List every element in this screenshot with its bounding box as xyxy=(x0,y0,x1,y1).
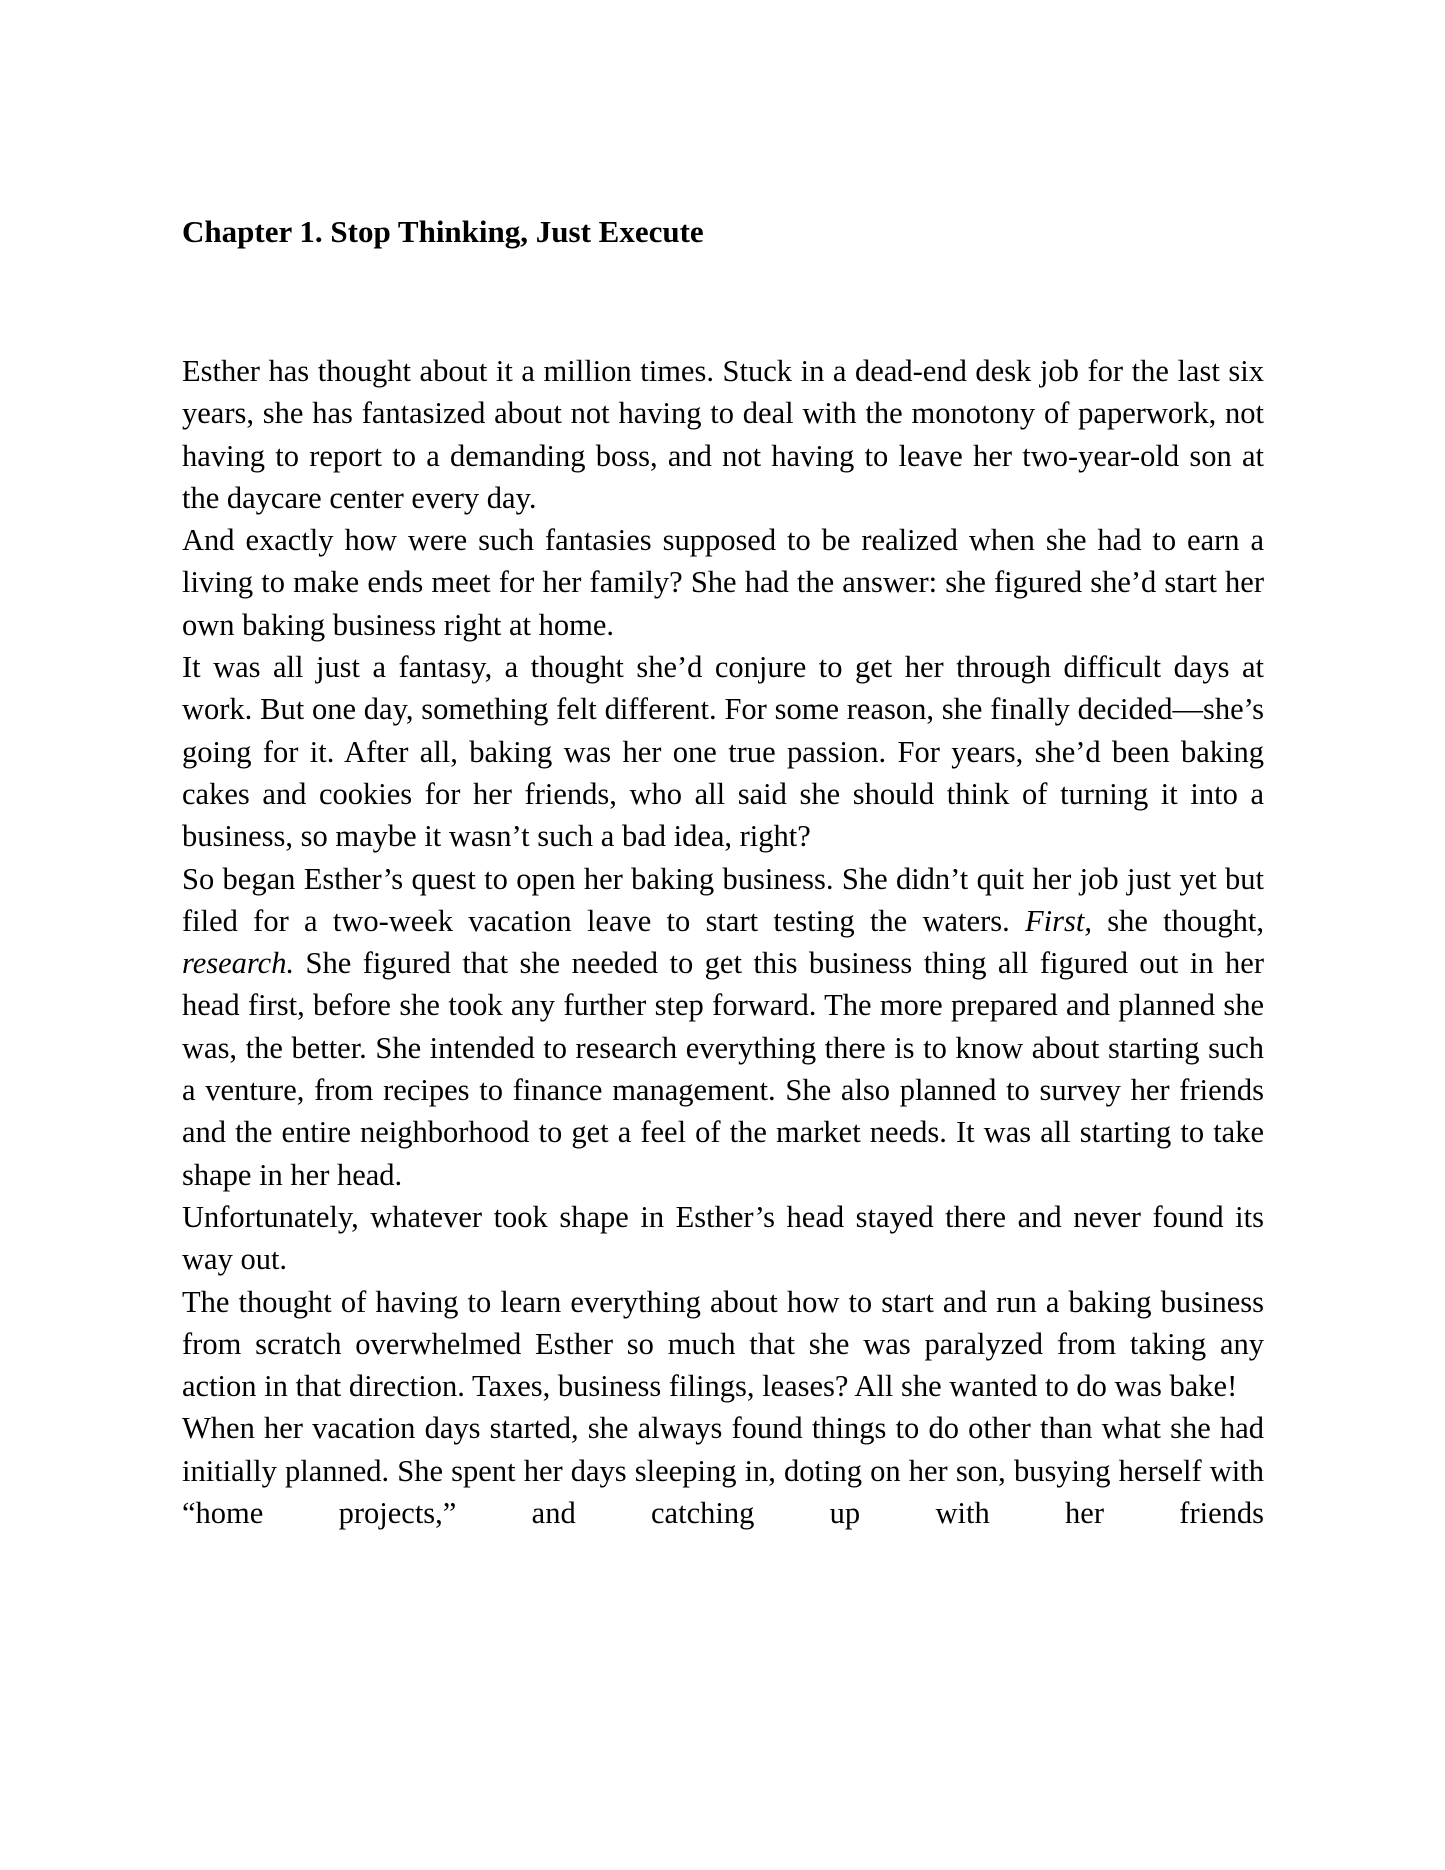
paragraph-3: It was all just a fantasy, a thought she’d conjure to get her through difficult days at work. But one day, something felt different. For some reason, she finally decided—she’s going for it. After all, baking was her one true passion. For years, she’d been baking cakes and cookies for her friends, who all said she should think of turning it into a business, so maybe it wasn’t such a bad idea, right? xyxy=(182,650,1264,854)
paragraph-4-italic-1: First, xyxy=(1025,903,1092,938)
paragraph-4 xyxy=(182,858,1264,1196)
paragraph-7: When her vacation days started, she always found things to do other than what she had initially planned. She spent her days sleeping in, doting on her son, busying herself with “home projects,” and catching up with her friends xyxy=(182,1411,1264,1531)
paragraph-4-text-3: She figured that she needed to get this business thing all figured out in her head first, before she took any further step forward. The more prepared and planned she was, the better. She intended to research everything there is to know about starting such a venture, from recipes to finance management. She also planned to survey her friends and the entire neighborhood to get a feel of the market needs. It was all starting to take shape in her head. xyxy=(182,946,1264,1192)
paragraph-1: Esther has thought about it a million times. Stuck in a dead-end desk job for the last six years, she has fantasized about not having to deal with the monotony of paperwork, not having to report to a demanding boss, and not having to leave her two-year-old son at the daycare center every day. xyxy=(182,354,1264,515)
paragraph-4-text-2: she thought, xyxy=(1091,903,1265,938)
paragraph-4-text-1: So began Esther’s quest to open her baking business. She didn’t quit her job just yet but filed for a two-week vacation leave to start testing the waters. xyxy=(182,861,1264,938)
chapter-title: Chapter 1. Stop Thinking, Just Execute xyxy=(182,214,704,249)
paragraph-4-italic-2: research. xyxy=(182,946,295,981)
paragraph-2: And exactly how were such fantasies supposed to be realized when she had to earn a living to make ends meet for her family? She had the answer: she figured she’d start her own baking business right at home. xyxy=(182,523,1264,642)
paragraph-6: The thought of having to learn everything about how to start and run a baking business from scratch overwhelmed Esther so much that she was paralyzed from taking any action in that direction. Taxes, business filings, leases? All she wanted to do was bake! xyxy=(182,1284,1264,1404)
body-text xyxy=(182,350,1264,1534)
paragraph-5: Unfortunately, whatever took shape in Esther’s head stayed there and never found its way out. xyxy=(182,1199,1264,1277)
